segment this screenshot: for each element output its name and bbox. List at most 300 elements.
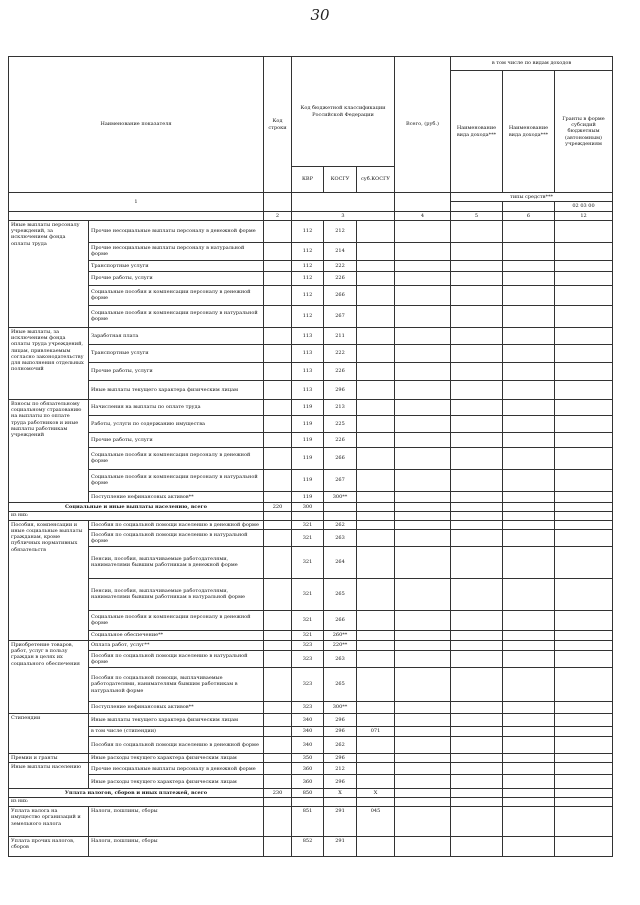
sub-kosgu-cell xyxy=(357,701,395,713)
value-cell xyxy=(503,763,555,775)
value-cell xyxy=(395,837,451,857)
kosgu-cell: 267 xyxy=(324,469,357,491)
value-cell xyxy=(503,578,555,610)
value-cell xyxy=(451,491,503,502)
kosgu-cell: 212 xyxy=(324,763,357,775)
value-cell xyxy=(503,807,555,837)
table-row xyxy=(9,630,613,640)
row-name: Иные выплаты текущего характера физическим лицам xyxy=(89,713,264,726)
value-cell xyxy=(555,713,613,726)
value-cell xyxy=(395,798,451,807)
kosgu-cell: 266 xyxy=(324,610,357,630)
table-row xyxy=(9,432,613,447)
group-label: Иные выплаты населению xyxy=(9,763,89,789)
line-code-cell xyxy=(264,701,292,713)
header-kvr: КВР xyxy=(292,167,324,193)
header-types-funds: типы средств*** xyxy=(451,193,613,202)
line-code-cell xyxy=(264,220,292,242)
table-row xyxy=(9,260,613,271)
value-cell xyxy=(451,469,503,491)
value-cell xyxy=(395,415,451,432)
row-name: Начисления на выплаты по оплате труда xyxy=(89,399,264,415)
value-cell xyxy=(555,546,613,578)
value-cell xyxy=(503,726,555,736)
line-code-cell xyxy=(264,380,292,399)
sub-kosgu-cell xyxy=(357,763,395,775)
value-cell xyxy=(451,798,503,807)
group-label: Взносы по обязательному социальному страхованию на выплаты по оплате труда работников и иные выплаты работникам учреждений xyxy=(9,399,89,502)
line-code-cell xyxy=(264,640,292,650)
value-cell xyxy=(451,432,503,447)
value-cell xyxy=(451,650,503,667)
value-cell xyxy=(555,415,613,432)
value-cell xyxy=(395,713,451,726)
value-cell xyxy=(451,380,503,399)
header-indicator: Наименование показателя xyxy=(9,57,264,193)
value-cell xyxy=(555,344,613,362)
social-total-label: Социальные и иные выплаты населению, всего xyxy=(9,502,264,511)
sub-kosgu-cell xyxy=(357,399,395,415)
table-row xyxy=(9,469,613,491)
value-cell xyxy=(451,775,503,789)
kosgu-cell: 296 xyxy=(324,775,357,789)
value-cell xyxy=(451,713,503,726)
value-cell xyxy=(555,753,613,762)
line-code-cell xyxy=(264,432,292,447)
value-cell xyxy=(555,630,613,640)
kosgu-cell: 214 xyxy=(324,242,357,260)
value-cell xyxy=(395,362,451,380)
table-row xyxy=(9,362,613,380)
value-cell xyxy=(555,305,613,327)
row-name: Транспортные услуги xyxy=(89,344,264,362)
value-cell xyxy=(451,502,503,511)
kvr-cell: 113 xyxy=(292,344,324,362)
value-cell xyxy=(555,380,613,399)
kvr-cell: 321 xyxy=(292,610,324,630)
value-cell xyxy=(451,285,503,305)
value-cell xyxy=(555,736,613,753)
table-row xyxy=(9,529,613,546)
value-cell xyxy=(503,798,555,807)
value-cell xyxy=(503,242,555,260)
table-row xyxy=(9,753,613,762)
kosgu-cell: 266 xyxy=(324,447,357,469)
value-cell xyxy=(395,380,451,399)
table-row xyxy=(9,726,613,736)
table-row xyxy=(9,305,613,327)
value-cell xyxy=(451,399,503,415)
value-cell xyxy=(555,650,613,667)
sub-kosgu-cell xyxy=(357,327,395,344)
sub-kosgu-cell xyxy=(357,610,395,630)
value-cell xyxy=(555,837,613,857)
group-label: Пособия, компенсации и иные социальные выплаты гражданам, кроме публичных нормативных обязательств xyxy=(9,520,89,640)
table-row xyxy=(9,491,613,502)
line-code-cell xyxy=(264,242,292,260)
value-cell xyxy=(451,415,503,432)
kosgu-cell: 264 xyxy=(324,546,357,578)
line-code-cell xyxy=(264,362,292,380)
value-cell xyxy=(451,753,503,762)
line-code-cell xyxy=(264,469,292,491)
value-cell xyxy=(555,285,613,305)
kosgu-cell: 263 xyxy=(324,529,357,546)
table-row xyxy=(9,285,613,305)
line-code-cell xyxy=(264,578,292,610)
row-name: Иные расходы текущего характера физическим лицам xyxy=(89,775,264,789)
kosgu-cell: 226 xyxy=(324,362,357,380)
kosgu-cell: 296 xyxy=(324,380,357,399)
header-num-2: 2 xyxy=(264,211,292,220)
header-num-5: 5 xyxy=(451,211,503,220)
value-cell xyxy=(451,271,503,285)
row-name: Поступление нефинансовых активов** xyxy=(89,491,264,502)
line-code-cell xyxy=(264,415,292,432)
group-label: Иные выплаты персоналу учреждений, за исключением фонда оплаты труда xyxy=(9,220,89,327)
header-kosgu: КОСГУ xyxy=(324,167,357,193)
value-cell xyxy=(555,807,613,837)
value-cell xyxy=(395,640,451,650)
value-cell xyxy=(451,640,503,650)
kosgu-cell: 213 xyxy=(324,399,357,415)
header-grants: Гранты в форме субсидий бюджетным (автономным) учреждениям xyxy=(555,71,613,193)
value-cell xyxy=(503,520,555,529)
kvr-cell: 360 xyxy=(292,775,324,789)
kvr-cell: 321 xyxy=(292,529,324,546)
header-income-type-b: Наименование вида дохода*** xyxy=(503,71,555,193)
kosgu-cell: 262 xyxy=(324,736,357,753)
value-cell xyxy=(451,242,503,260)
group-label: Премии и гранты xyxy=(9,753,89,762)
value-cell xyxy=(503,837,555,857)
sub-kosgu-cell xyxy=(357,713,395,726)
value-cell xyxy=(451,260,503,271)
sub-kosgu-cell xyxy=(357,271,395,285)
sub-kosgu-cell xyxy=(357,650,395,667)
row-name: Иные выплаты текущего характера физическим лицам xyxy=(89,380,264,399)
value-cell xyxy=(395,520,451,529)
sub-kosgu-cell xyxy=(357,491,395,502)
value-cell xyxy=(555,260,613,271)
kvr-cell: 112 xyxy=(292,220,324,242)
value-cell xyxy=(503,415,555,432)
header-code-line: Код строки xyxy=(264,57,292,193)
value-cell xyxy=(292,512,324,521)
header-sub-kosgu: суб.КОСГУ xyxy=(357,167,395,193)
table-row xyxy=(9,667,613,701)
value-cell xyxy=(503,285,555,305)
value-cell xyxy=(451,736,503,753)
line-code-cell xyxy=(264,447,292,469)
value-cell xyxy=(264,798,292,807)
sub-kosgu-cell xyxy=(357,529,395,546)
kvr-cell: 113 xyxy=(292,380,324,399)
tax-total-sub: X xyxy=(357,789,395,798)
kosgu-cell: 262 xyxy=(324,520,357,529)
tax-row-label: Уплата налога на имущество организаций и земельного налога xyxy=(9,807,89,837)
line-code-cell xyxy=(264,753,292,762)
total-row xyxy=(9,789,613,798)
row-name: Иные расходы текущего характера физическим лицам xyxy=(89,753,264,762)
sub-kosgu-cell xyxy=(357,469,395,491)
value-cell xyxy=(555,502,613,511)
sub-kosgu-cell xyxy=(357,546,395,578)
kvr-cell: 113 xyxy=(292,362,324,380)
value-cell xyxy=(503,380,555,399)
value-cell xyxy=(503,775,555,789)
value-cell xyxy=(555,726,613,736)
line-code-cell xyxy=(264,491,292,502)
value-cell xyxy=(395,701,451,713)
kosgu-cell: 300** xyxy=(324,491,357,502)
line-code-cell xyxy=(264,344,292,362)
value-cell xyxy=(555,789,613,798)
table-row xyxy=(9,220,613,242)
value-cell xyxy=(451,520,503,529)
kosgu-cell: 222 xyxy=(324,260,357,271)
value-cell xyxy=(555,271,613,285)
value-cell xyxy=(503,667,555,701)
header-num-4: 4 xyxy=(395,211,451,220)
value-cell xyxy=(503,362,555,380)
value-cell xyxy=(451,327,503,344)
value-cell xyxy=(395,305,451,327)
kosgu-cell: 267 xyxy=(324,305,357,327)
kvr-cell: 119 xyxy=(292,491,324,502)
header-budget-code: Код бюджетной классификации Российской Федерации xyxy=(292,57,395,167)
row-name: Прочие работы, услуги xyxy=(89,271,264,285)
table-row xyxy=(9,546,613,578)
kvr-cell: 852 xyxy=(292,837,324,857)
row-name: Социальные пособия и компенсации персоналу в натуральной форме xyxy=(89,469,264,491)
value-cell xyxy=(357,798,395,807)
sub-kosgu-cell xyxy=(357,837,395,857)
sub-kosgu-cell xyxy=(357,305,395,327)
value-cell xyxy=(555,763,613,775)
value-cell xyxy=(451,837,503,857)
value-cell xyxy=(451,362,503,380)
kvr-cell: 112 xyxy=(292,285,324,305)
value-cell xyxy=(451,789,503,798)
row-name: Прочие несоциальные выплаты персоналу в денежной форме xyxy=(89,763,264,775)
row-name: Пособия по социальной помощи населению в натуральной форме xyxy=(89,529,264,546)
tax-total-line: 230 xyxy=(264,789,292,798)
row-name: Пособия по социальной помощи населению в денежной форме xyxy=(89,520,264,529)
value-cell xyxy=(451,701,503,713)
kosgu-cell xyxy=(324,502,357,511)
value-cell xyxy=(555,775,613,789)
value-cell xyxy=(503,736,555,753)
value-cell xyxy=(555,701,613,713)
value-cell xyxy=(395,726,451,736)
line-code-cell xyxy=(264,610,292,630)
row-name: Пособия по социальной помощи населению в натуральной форме xyxy=(89,650,264,667)
subheading-row xyxy=(9,798,613,807)
value-cell xyxy=(357,512,395,521)
table-row xyxy=(9,520,613,529)
kosgu-cell: 296 xyxy=(324,753,357,762)
value-cell xyxy=(395,344,451,362)
sub-kosgu-cell xyxy=(357,415,395,432)
sub-kosgu-cell xyxy=(357,260,395,271)
sub-kosgu-cell xyxy=(357,775,395,789)
value-cell xyxy=(503,753,555,762)
kvr-cell: 321 xyxy=(292,546,324,578)
row-name: Пособия по социальной помощи, выплачиваемые работодателями, нанимателями бывшим работникам в натуральной форме xyxy=(89,667,264,701)
row-name: Пособия по социальной помощи населению в денежной форме xyxy=(89,736,264,753)
value-cell xyxy=(451,447,503,469)
table-row xyxy=(9,610,613,630)
value-cell xyxy=(395,789,451,798)
table-row xyxy=(9,578,613,610)
group-label: Иные выплаты, за исключением фонда оплаты труда учреждений, лицам, привлекаемым согласно законодательству для выполнения отдельных полномочий xyxy=(9,327,89,399)
row-name: Социальные пособия и компенсации персоналу в натуральной форме xyxy=(89,305,264,327)
row-name: Прочие работы, услуги xyxy=(89,432,264,447)
value-cell xyxy=(503,305,555,327)
table-row xyxy=(9,701,613,713)
row-name: Социальные пособия и компенсации персоналу в денежной форме xyxy=(89,285,264,305)
sub-kosgu-cell xyxy=(357,344,395,362)
line-code-cell xyxy=(264,667,292,701)
value-cell xyxy=(503,399,555,415)
subheading-row xyxy=(9,512,613,521)
value-cell xyxy=(451,220,503,242)
value-cell xyxy=(395,220,451,242)
kvr-cell: 340 xyxy=(292,736,324,753)
sub-kosgu-cell xyxy=(357,753,395,762)
line-code-cell xyxy=(264,305,292,327)
value-cell xyxy=(503,529,555,546)
line-code-cell xyxy=(264,399,292,415)
line-code-cell xyxy=(264,807,292,837)
value-cell xyxy=(451,305,503,327)
row-name: Социальное обеспечение** xyxy=(89,630,264,640)
table-row xyxy=(9,415,613,432)
row-name: Социальные пособия и компенсации персоналу в денежной форме xyxy=(89,610,264,630)
social-total-line: 220 xyxy=(264,502,292,511)
line-code-cell xyxy=(264,529,292,546)
table-row xyxy=(9,640,613,650)
value-cell xyxy=(503,713,555,726)
row-name: Поступление нефинансовых активов** xyxy=(89,701,264,713)
kosgu-cell: 260** xyxy=(324,630,357,640)
kosgu-cell: 266 xyxy=(324,285,357,305)
tax-total-sub-label: из них: xyxy=(9,798,264,807)
kvr-cell: 340 xyxy=(292,726,324,736)
value-cell xyxy=(395,753,451,762)
value-cell xyxy=(395,630,451,640)
table-row xyxy=(9,837,613,857)
tax-total-label: Уплата налогов, сборов и иных платежей, всего xyxy=(9,789,264,798)
sub-kosgu-cell xyxy=(357,630,395,640)
sub-kosgu-cell: 071 xyxy=(357,726,395,736)
kvr-cell: 113 xyxy=(292,327,324,344)
kosgu-cell: 291 xyxy=(324,807,357,837)
total-row xyxy=(9,502,613,511)
line-code-cell xyxy=(264,763,292,775)
value-cell xyxy=(395,775,451,789)
value-cell xyxy=(503,260,555,271)
kvr-cell: 340 xyxy=(292,713,324,726)
value-cell xyxy=(503,220,555,242)
sub-kosgu-cell xyxy=(357,242,395,260)
line-code-cell xyxy=(264,327,292,344)
tax-row-label: Уплата прочих налогов, сборов xyxy=(9,837,89,857)
social-total-sub: из них: xyxy=(9,512,264,521)
kvr-cell: 112 xyxy=(292,260,324,271)
sub-kosgu-cell xyxy=(357,667,395,701)
table-row xyxy=(9,380,613,399)
tax-row-name: Налоги, пошлины, сборы xyxy=(89,807,264,837)
value-cell xyxy=(395,491,451,502)
header-num-1: 1 xyxy=(9,193,264,212)
value-cell xyxy=(555,469,613,491)
kvr-cell: 119 xyxy=(292,415,324,432)
sub-kosgu-cell xyxy=(357,220,395,242)
value-cell xyxy=(503,512,555,521)
value-cell xyxy=(395,399,451,415)
value-cell xyxy=(503,650,555,667)
tax-total-kosgu: X xyxy=(324,789,357,798)
kosgu-cell: 296 xyxy=(324,726,357,736)
value-cell xyxy=(555,640,613,650)
kvr-cell: 360 xyxy=(292,763,324,775)
value-cell xyxy=(451,578,503,610)
kvr-cell: 112 xyxy=(292,271,324,285)
value-cell xyxy=(395,807,451,837)
table-row xyxy=(9,650,613,667)
value-cell xyxy=(395,610,451,630)
value-cell xyxy=(395,529,451,546)
table-row xyxy=(9,344,613,362)
value-cell xyxy=(555,242,613,260)
kvr-cell: 112 xyxy=(292,305,324,327)
value-cell xyxy=(503,640,555,650)
value-cell xyxy=(503,546,555,578)
line-code-cell xyxy=(264,630,292,640)
sub-kosgu-cell xyxy=(357,736,395,753)
kosgu-cell: 296 xyxy=(324,713,357,726)
value-cell xyxy=(555,362,613,380)
row-name: Работы, услуги по содержанию имущества xyxy=(89,415,264,432)
line-code-cell xyxy=(264,775,292,789)
value-cell xyxy=(451,512,503,521)
value-cell xyxy=(503,327,555,344)
row-name: Прочие работы, услуги xyxy=(89,362,264,380)
table-row xyxy=(9,763,613,775)
tax-total-kvr: 850 xyxy=(292,789,324,798)
kvr-cell: 851 xyxy=(292,807,324,837)
header-income-type-a: Наименование вида дохода*** xyxy=(451,71,503,193)
kvr-cell: 112 xyxy=(292,242,324,260)
value-cell xyxy=(264,512,292,521)
value-cell xyxy=(395,242,451,260)
line-code-cell xyxy=(264,271,292,285)
value-cell xyxy=(395,650,451,667)
value-cell xyxy=(451,763,503,775)
value-cell xyxy=(395,469,451,491)
kosgu-cell: 291 xyxy=(324,837,357,857)
value-cell xyxy=(451,630,503,640)
value-cell xyxy=(503,469,555,491)
table-row xyxy=(9,807,613,837)
kosgu-cell: 220** xyxy=(324,640,357,650)
value-cell xyxy=(555,432,613,447)
row-name: Пенсии, пособия, выплачиваемые работодателями, нанимателями бывшим работникам в натуральной форме xyxy=(89,578,264,610)
kvr-cell: 323 xyxy=(292,650,324,667)
kosgu-cell: 226 xyxy=(324,271,357,285)
